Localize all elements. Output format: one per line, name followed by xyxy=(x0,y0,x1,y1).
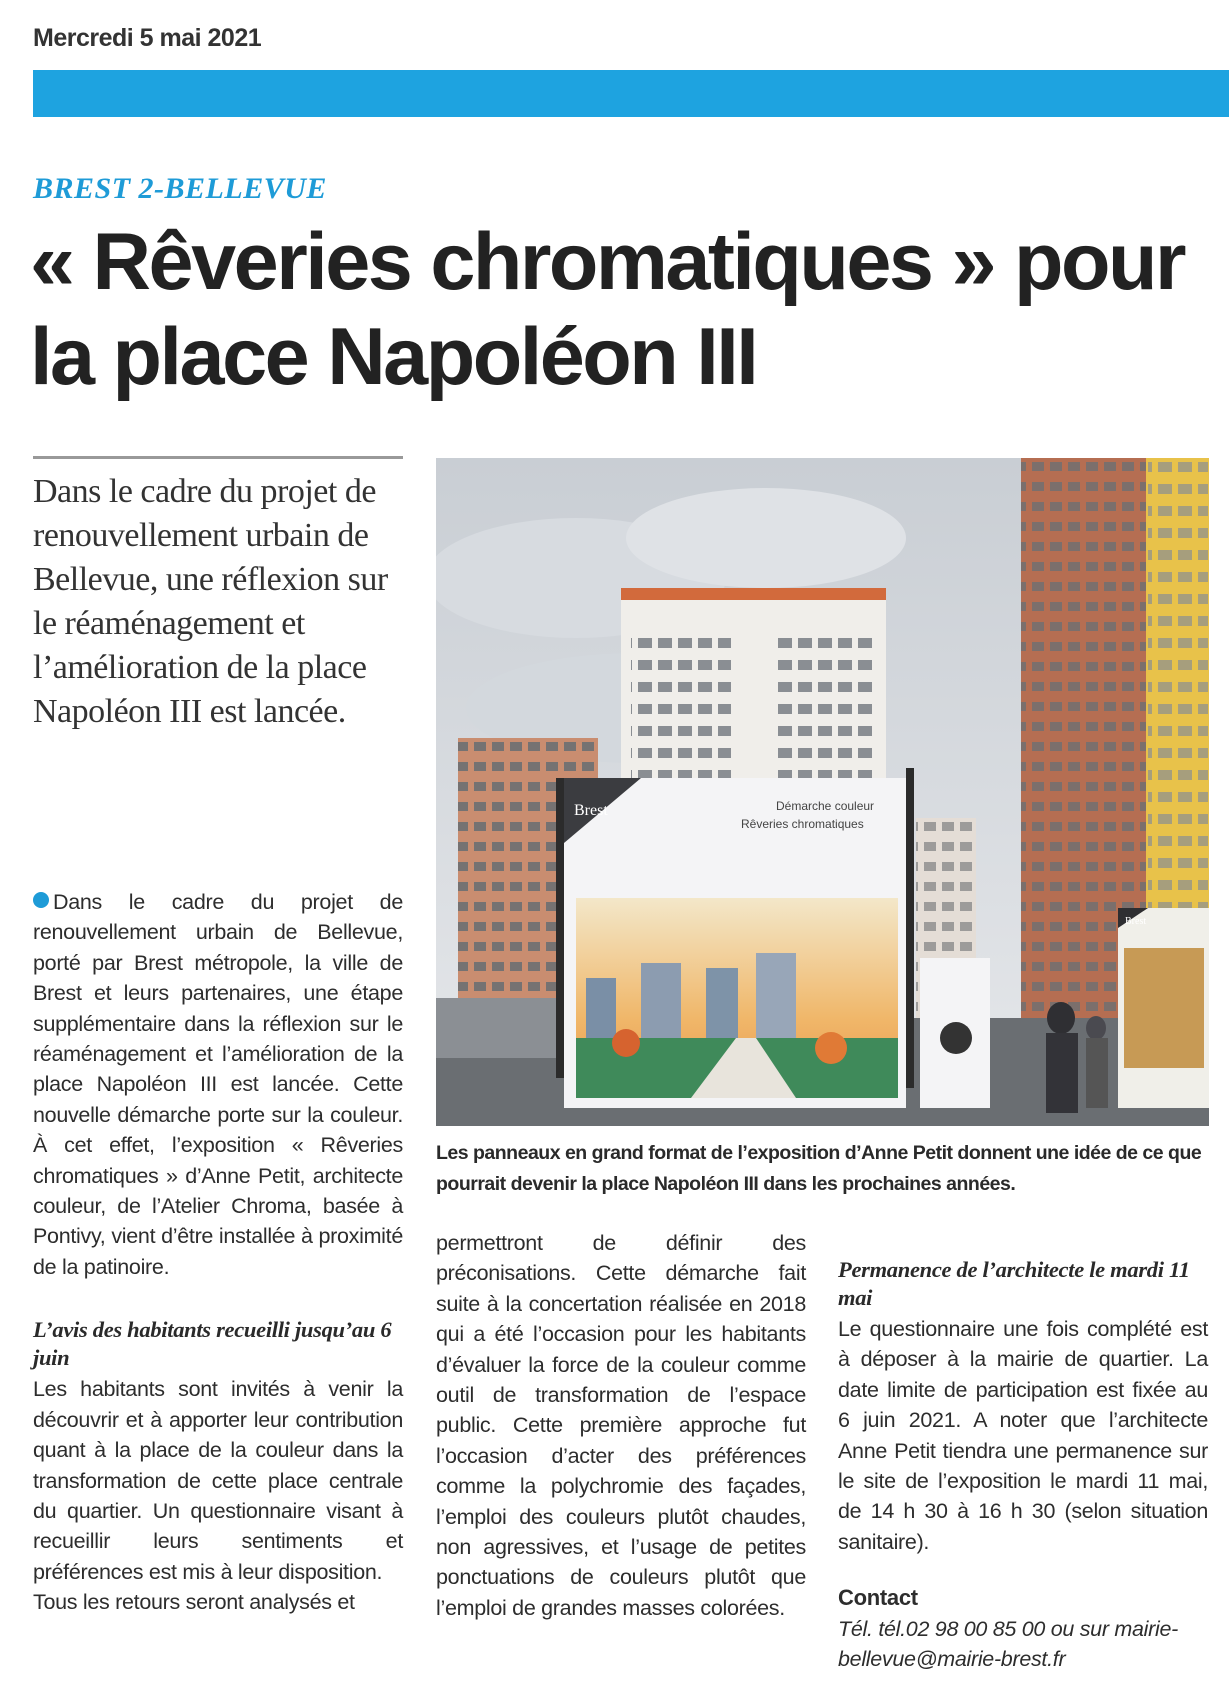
lede-rule xyxy=(33,456,403,459)
intro-text: Dans le cadre du projet de renouvellement urbain de Bellevue, porté par Brest métropole, la ville de Brest et leurs partenaires, une étape supplémentaire dans la réflexion sur le réaménagement et l’amélioration de la place Napoléon III est lancée. Cette nouvelle démarche porte sur la couleur. À cet effet, l’exposition « Rêveries chromatiques » d’Anne Petit, architecte couleur, de l’Atelier Chroma, basée à Pontivy, vient d’être installée à proximité de la patinoire. xyxy=(33,890,403,1279)
column-2 xyxy=(436,1228,806,1623)
lede: Dans le cadre du projet de renouvellement urbain de Bellevue, une réflexion sur le réaménagement et l’amélioration de la place Napoléon III est lancée. xyxy=(33,473,388,730)
photo-illustration xyxy=(436,458,1209,1126)
column-3 xyxy=(838,1256,1208,1674)
photo-caption: Les panneaux en grand format de l’exposition d’Anne Petit donnent une idée de ce que pourrait devenir la place Napoléon III dans les prochaines années. xyxy=(436,1142,1202,1195)
panel-title-1: Démarche couleur xyxy=(776,799,875,813)
contact-label: Contact xyxy=(838,1585,918,1611)
exhibition-panel xyxy=(556,768,914,1108)
bullet-dot-icon xyxy=(33,892,49,908)
paragraph-permanence: Le questionnaire une fois complété est à déposer à la mairie de quartier. La date limite de participation est fixée au 6 juin 2021. A noter que l’architecte Anne Petit tiendra une permanence sur le site de l’exposition le mardi 11 mai, de 14 h 30 à 16 h 30 (selon situation sanitaire). xyxy=(838,1317,1208,1554)
panel-logo: Brest xyxy=(574,802,608,819)
subhead-permanence: Permanence de l’architecte le mardi 11 mai xyxy=(838,1257,1190,1310)
paragraph-habitants: Les habitants sont invités à venir la découvrir et à apporter leur contribution quant à la place de la couleur dans la transformation de cette place centrale du quartier. Un questionnaire visant à recueillir leurs sentiments et préférences est mis à leur disposition. xyxy=(33,1377,403,1584)
panel-title-2: Rêveries chromatiques xyxy=(741,817,864,831)
paragraph-preconisations: permettront de définir des préconisations. Cette démarche fait suite à la concertation réalisée en 2018 qui a été l’occasion pour les habitants d’évaluer la force de la couleur comme outil de transformation de l’espace public. Cette première approche fut l’occasion d’acter des préférences comme la polychromie des façades, l’emploi des couleurs plutôt chaudes, non agressives, et l’usage de petites ponctuations de couleurs plutôt que l’emploi de grandes masses colorées. xyxy=(436,1231,806,1620)
subhead-habitants: L’avis des habitants recueilli jusqu’au 6 juin xyxy=(33,1317,392,1371)
article-photo xyxy=(436,458,1209,1126)
issue-date: Mercredi 5 mai 2021 xyxy=(33,24,262,52)
header-bar xyxy=(33,70,1229,117)
small-panel-logo: Brest xyxy=(1125,916,1147,927)
column-1 xyxy=(33,887,403,1618)
paragraph-intro xyxy=(33,887,403,1282)
contact-text: Tél. tél.02 98 00 85 00 ou sur mairie-bellevue@mairie-brest.fr xyxy=(838,1616,1178,1672)
section-kicker: BREST 2-BELLEVUE xyxy=(33,172,327,205)
paragraph-retours: Tous les retours seront analysés et xyxy=(33,1590,355,1615)
headline: « Rêveries chromatiques » pour la place Napoléon III xyxy=(30,217,1184,402)
